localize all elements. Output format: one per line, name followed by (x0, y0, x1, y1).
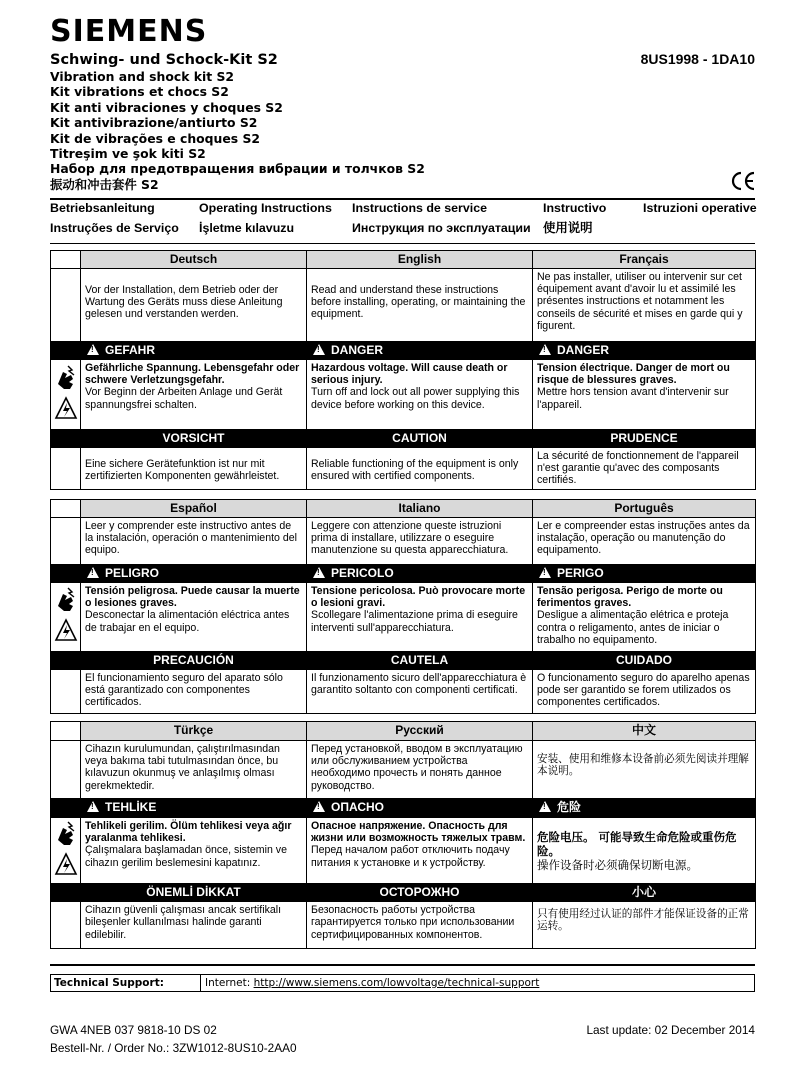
caution-text: Reliable functioning of the equipment is only ensured with certified components. (307, 448, 533, 490)
support-link[interactable]: http://www.siemens.com/lowvoltage/technical-support (253, 977, 540, 989)
danger-label: ! ОПАСНО (307, 799, 533, 818)
danger-text: Tensión peligrosa. Puede causar la muerte o lesiones graves. Desconectar la alimentación eléctrica antes de trabajar en el equipo. (81, 583, 307, 652)
doc-type-fr: Instructions de service (352, 201, 487, 215)
warning-triangle-icon (313, 801, 325, 812)
intro-text: Ler e compreender estas instruções antes da instalação, operação ou manutenção do equipamento. (533, 518, 756, 565)
caution-label: CUIDADO (533, 652, 756, 670)
lang-header: Deutsch (81, 251, 307, 269)
danger-text: Tehlikeli gerilim. Ölüm tehlikesi veya ağır yaralanma tehlikesi. Çalışmalara başlamadan önce, sistemin ve cihazın gerilim beslemesini kapatınız. (81, 818, 307, 884)
warning-triangle-icon (539, 567, 551, 578)
hand-shock-icon (54, 584, 78, 646)
lang-header: Italiano (307, 500, 533, 518)
danger-label: ! PERICOLO (307, 565, 533, 583)
intro-text: 安装、使用和维修本设备前必须先阅读并理解本说明。 (533, 741, 756, 799)
lang-header: Português (533, 500, 756, 518)
language-block-3 (50, 721, 756, 949)
ce-mark-icon (730, 170, 756, 192)
lang-header: English (307, 251, 533, 269)
caution-text: Il funzionamento sicuro dell'apparecchiatura è garantito soltanto con componenti certificati. (307, 670, 533, 714)
technical-support (50, 974, 755, 992)
order-number-top: 8US1998 - 1DA10 (640, 51, 755, 67)
warning-triangle-icon (87, 567, 99, 578)
doc-type-zh: 使用说明 (543, 220, 593, 235)
language-block-1 (50, 250, 756, 490)
caution-label: ÖNEMLİ DİKKAT (81, 884, 307, 902)
caution-label: CAUTELA (307, 652, 533, 670)
warning-triangle-icon (313, 344, 325, 355)
lang-header: Русский (307, 722, 533, 741)
caution-label: PRECAUCIÓN (81, 652, 307, 670)
warning-triangle-icon (87, 801, 99, 812)
caution-label: ОСТОРОЖНО (307, 884, 533, 902)
danger-text: Gefährliche Spannung. Lebensgefahr oder schwere Verletzungsgefahr. Vor Beginn der Arbeiten Anlage und Gerät spannungsfrei schalten. (81, 360, 307, 430)
hand-shock-icon (54, 818, 78, 880)
intro-text: Cihazın kurulumundan, çalıştırılmasından veya bakıma tabi tutulmasından önce, bu kılavuzun okunmuş ve anlaşılmış olması gerekmektedir. (81, 741, 307, 799)
doc-type-en: Operating Instructions (199, 201, 332, 215)
warning-triangle-icon (539, 344, 551, 355)
danger-label: ! DANGER (533, 342, 756, 360)
footer-left (50, 1021, 297, 1057)
support-internet: Internet: http://www.siemens.com/lowvoltage/technical-support (205, 977, 540, 989)
danger-label: ! 危险 (533, 799, 756, 818)
lang-header: Türkçe (81, 722, 307, 741)
danger-label: !PELIGRO (81, 565, 307, 583)
danger-text: Tension électrique. Danger de mort ou risque de blessures graves. Mettre hors tension avant d'intervenir sur l'appareil. (533, 360, 756, 430)
danger-label: !GEFAHR (81, 342, 307, 360)
order-line: Bestell-Nr. / Order No.: 3ZW1012-8US10-2AA0 (50, 1041, 297, 1055)
danger-text: Опасное напряжение. Опасность для жизни или возможность тяжелых травм. Перед началом работ отключить подачу питания к установке и к устройству. (307, 818, 533, 884)
caution-label: 小心 (533, 884, 756, 902)
danger-text: Tensione pericolosa. Può provocare morte o lesioni gravi. Scollegare l'alimentazione prima di eseguire interventi sull'apparecchiatura. (307, 583, 533, 652)
doc-type-pt: Instruções de Serviço (50, 221, 179, 235)
lang-header: 中文 (533, 722, 756, 741)
danger-text: Tensão perigosa. Perigo de morte ou ferimentos graves. Desligue a alimentação elétrica e proteja contra o religamento, antes de iniciar o trabalho no equipamento. (533, 583, 756, 652)
hazard-icons (51, 360, 81, 430)
caution-text: El funcionamiento seguro del aparato sólo está garantizado con componentes certificados. (81, 670, 307, 714)
intro-text: Перед установкой, вводом в эксплуатацию или обслуживанием устройства необходимо прочесть и понять данное руководство. (307, 741, 533, 799)
title-de: Schwing- und Schock-Kit S2 (50, 52, 278, 68)
doc-type-es: Instructivo (543, 201, 607, 215)
title-ru: Набор для предотвращения вибрации и толчков S2 (50, 161, 425, 177)
caution-text: Безопасность работы устройства гарантируется только при использовании сертифицированных компонентов. (307, 902, 533, 949)
doc-types-rule (50, 243, 755, 244)
caution-text: 只有使用经过认证的部件才能保证设备的正常运转。 (533, 902, 756, 949)
doc-type-it: Istruzioni operative (643, 201, 757, 215)
danger-text: 危险电压。 可能导致生命危险或重伤危险。 操作设备时必须确保切断电源。 (533, 818, 756, 884)
doc-type-ru: Инструкция по эксплуатации (352, 221, 531, 235)
title-it: Kit antivibrazione/antiurto S2 (50, 115, 258, 131)
caution-text: O funcionamento seguro do aparelho apenas pode ser garantido se forem utilizados os componentes certificados. (533, 670, 756, 714)
lang-header: Français (533, 251, 756, 269)
caution-label: CAUTION (307, 430, 533, 448)
title-pt: Kit de vibrações e choques S2 (50, 130, 261, 146)
title-es: Kit anti vibraciones y choques S2 (50, 99, 283, 115)
product-titles (50, 52, 610, 192)
warning-triangle-icon (313, 567, 325, 578)
danger-text: Hazardous voltage. Will cause death or serious injury. Turn off and lock out all power supplying this device before working on this device. (307, 360, 533, 430)
document-types (50, 201, 755, 241)
hazard-icons (51, 818, 81, 884)
title-zh: 振动和冲击套件 S2 (50, 176, 159, 192)
doc-type-tr: İşletme kılavuzu (199, 221, 295, 235)
caution-label: VORSICHT (81, 430, 307, 448)
warning-triangle-icon (539, 801, 551, 812)
intro-text: Leer y comprender este instructivo antes de la instalación, operación o mantenimiento del equipo. (81, 518, 307, 565)
danger-label: !TEHLİKE (81, 799, 307, 818)
lang-header: Español (81, 500, 307, 518)
intro-text: Ne pas installer, utiliser ou intervenir sur cet équipement avant d'avoir lu et assimilé les présentes instructions et notamment les conseils de sécurité et mises en garde qui y figurent. (533, 269, 756, 342)
caution-text: La sécurité de fonctionnement de l'appareil n'est garantie qu'avec des composants certifiés. (533, 448, 756, 490)
caution-label: PRUDENCE (533, 430, 756, 448)
doc-type-de: Betriebsanleitung (50, 201, 155, 215)
last-update: Last update: 02 December 2014 (586, 1023, 755, 1037)
intro-text: Vor der Installation, dem Betrieb oder der Wartung des Geräts muss diese Anleitung gelesen und verstanden werden. (81, 269, 307, 342)
language-block-2 (50, 499, 756, 714)
siemens-logo: SIEMENS (50, 14, 208, 49)
header-rule (50, 198, 755, 200)
warning-triangle-icon (87, 344, 99, 355)
hazard-icons (51, 583, 81, 652)
intro-text: Leggere con attenzione queste istruzioni prima di installare, utilizzare o eseguire manutenzione su questa apparecchiatura. (307, 518, 533, 565)
intro-text: Read and understand these instructions before installing, operating, or maintaining the equipment. (307, 269, 533, 342)
danger-label: ! DANGER (307, 342, 533, 360)
title-tr: Titreşim ve şok kiti S2 (50, 146, 206, 162)
title-en: Vibration and shock kit S2 (50, 69, 235, 84)
title-fr: Kit vibrations et chocs S2 (50, 84, 229, 100)
support-label: Technical Support: (51, 975, 201, 991)
support-rule (50, 964, 755, 966)
danger-label: ! PERIGO (533, 565, 756, 583)
doc-code: GWA 4NEB 037 9818-10 DS 02 (50, 1023, 217, 1037)
caution-text: Cihazın güvenli çalışması ancak sertifikalı bileşenler kullanılması halinde garanti edilebilir. (81, 902, 307, 949)
hand-shock-icon (54, 362, 78, 424)
caution-text: Eine sichere Gerätefunktion ist nur mit zertifizierten Komponenten gewährleistet. (81, 448, 307, 490)
